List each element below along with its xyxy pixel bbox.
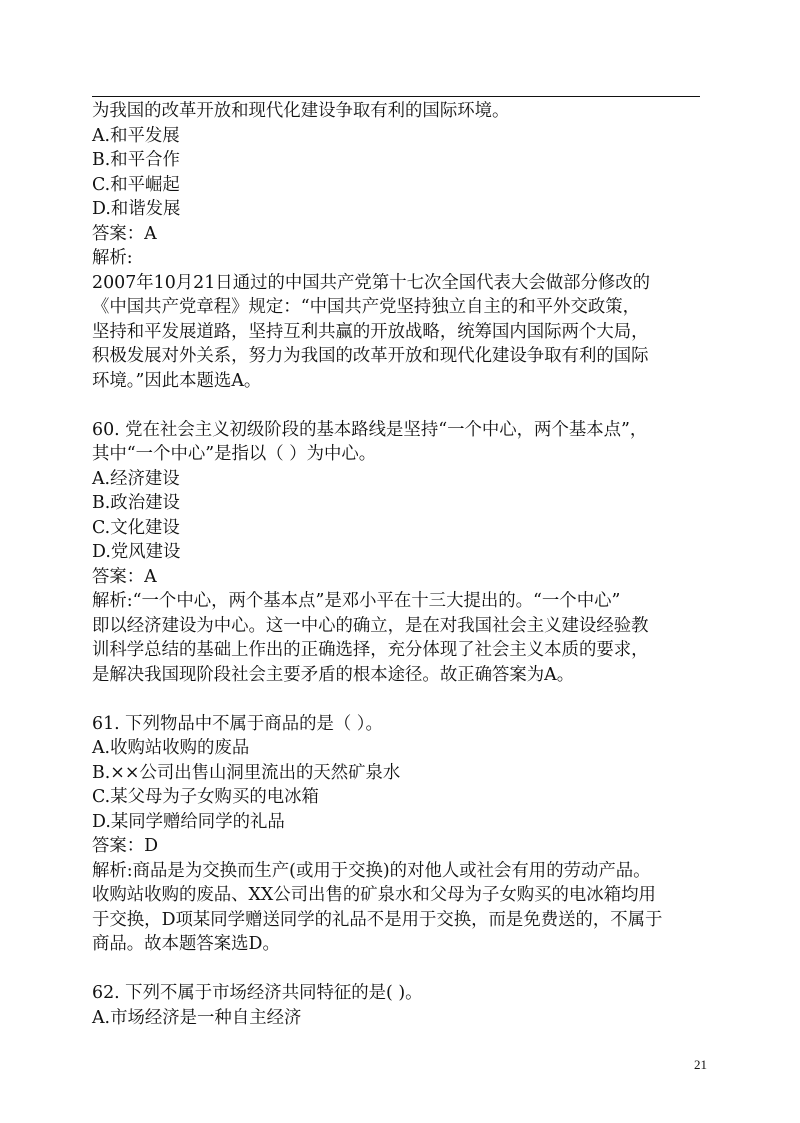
question-stem-tail: 为我国的改革开放和现代化建设争取有利的国际环境。 xyxy=(92,101,510,121)
answer: 答案：D xyxy=(92,836,159,856)
option-a: A.市场经济是一种自主经济 xyxy=(92,1007,302,1028)
option-c: C.文化建设 xyxy=(92,517,180,538)
paragraph-gap xyxy=(92,393,704,418)
analysis-line: 解析:商品是为交换而生产(或用于交换)的对他人或社会有用的劳动产品。 xyxy=(92,860,651,881)
paragraph-gap xyxy=(92,957,704,982)
option-a: A.经济建设 xyxy=(92,468,180,489)
option-a: A.和平发展 xyxy=(92,125,180,146)
answer: 答案：A xyxy=(92,566,157,587)
analysis-line: 即以经济建设为中心。这一中心的确立，是在对我国社会主义建设经验教 xyxy=(92,615,649,636)
question-stem: 60. 党在社会主义初级阶段的基本路线是坚持“一个中心，两个基本点”， xyxy=(92,419,648,440)
option-b: B.××公司出售山洞里流出的天然矿泉水 xyxy=(92,762,401,783)
option-c: C.和平崛起 xyxy=(92,174,180,195)
analysis-label: 解析: xyxy=(92,248,133,268)
option-a: A.收购站收购的废品 xyxy=(92,738,250,758)
analysis-line: 于交换，D项某同学赠送同学的礼品不是用于交换，而是免费送的，不属于 xyxy=(92,909,663,930)
analysis-line: 收购站收购的废品、XX公司出售的矿泉水和父母为子女购买的电冰箱均用 xyxy=(92,885,656,905)
question-stem: 61. 下列物品中不属于商品的是（ ）。 xyxy=(92,713,383,734)
option-d: D.党风建设 xyxy=(92,542,181,562)
question-stem: 其中“一个中心”是指以（ ）为中心。 xyxy=(92,444,377,464)
analysis-line: 解析:“一个中心，两个基本点”是邓小平在十三大提出的。“一个中心” xyxy=(92,591,621,611)
document-body xyxy=(92,99,704,1030)
question-60 xyxy=(92,418,704,688)
option-d: D.某同学赠给同学的礼品 xyxy=(92,811,285,832)
question-62 xyxy=(92,981,704,1030)
option-b: B.和平合作 xyxy=(92,150,180,170)
question-59 xyxy=(92,99,704,393)
option-c: C.某父母为子女购买的电冰箱 xyxy=(92,787,319,807)
analysis-line: 2007年10月21日通过的中国共产党第十七次全国代表大会做部分修改的 xyxy=(92,272,651,293)
header-rule xyxy=(92,96,700,97)
option-b: B.政治建设 xyxy=(92,493,180,513)
analysis-line: 商品。故本题答案选D。 xyxy=(92,934,280,954)
analysis-line: 环境。”因此本题选A。 xyxy=(92,370,262,391)
question-stem: 62. 下列不属于市场经济共同特征的是( )。 xyxy=(92,983,423,1003)
analysis-line: 《中国共产党章程》规定：“中国共产党坚持独立自主的和平外交政策， xyxy=(92,297,641,317)
page-number: 21 xyxy=(694,1057,707,1072)
option-d: D.和谐发展 xyxy=(92,199,181,219)
answer: 答案：A xyxy=(92,223,157,244)
analysis-line: 坚持和平发展道路，坚持互利共赢的开放战略，统筹国内国际两个大局， xyxy=(92,321,649,342)
analysis-line: 积极发展对外关系，努力为我国的改革开放和现代化建设争取有利的国际 xyxy=(92,346,649,366)
analysis-line: 训科学总结的基础上作出的正确选择，充分体现了社会主义本质的要求， xyxy=(92,640,649,660)
paragraph-gap xyxy=(92,687,704,712)
question-61 xyxy=(92,712,704,957)
analysis-line: 是解决我国现阶段社会主要矛盾的根本途径。故正确答案为A。 xyxy=(92,664,575,685)
